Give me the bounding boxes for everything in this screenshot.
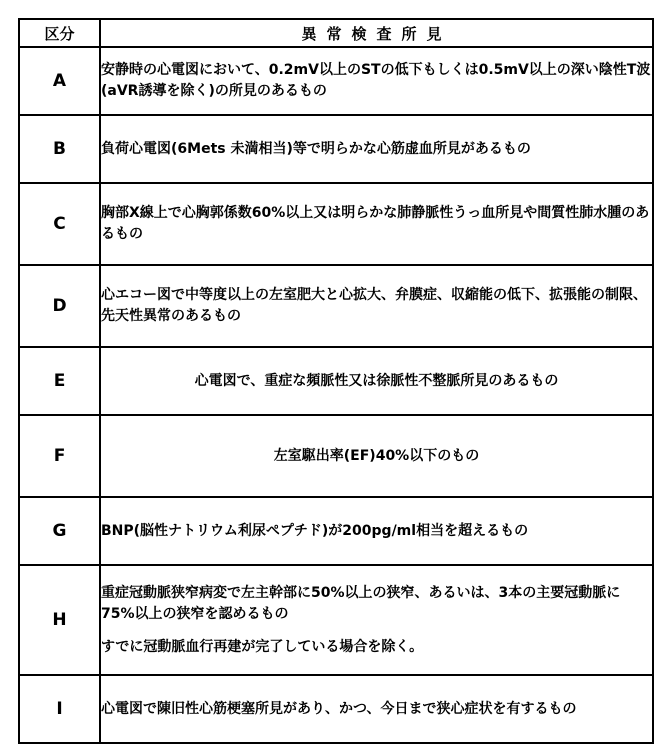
findings-table: [18, 18, 654, 744]
row-finding: 心電図で陳旧性心筋梗塞所見があり、かつ、今日まで狭心症状を有するもの: [100, 675, 653, 743]
row-finding: 左室駆出率(EF)40%以下のもの: [100, 415, 653, 497]
row-finding-cell: [100, 565, 653, 675]
table-row: [19, 565, 653, 675]
row-category: G: [19, 497, 100, 565]
table-row: [19, 183, 653, 265]
table-row: [19, 47, 653, 115]
table-row: [19, 675, 653, 743]
row-category: E: [19, 347, 100, 415]
row-category: H: [19, 565, 100, 675]
row-category: F: [19, 415, 100, 497]
row-finding: 負荷心電図(6Mets 未満相当)等で明らかな心筋虚血所見があるもの: [100, 115, 653, 183]
row-finding: 心エコー図で中等度以上の左室肥大と心拡大、弁膜症、収縮能の低下、拡張能の制限、先天性異常のあるもの: [100, 265, 653, 347]
row-category: I: [19, 675, 100, 743]
row-category: C: [19, 183, 100, 265]
table-row: [19, 497, 653, 565]
row-finding: 胸部X線上で心胸郭係数60%以上又は明らかな肺静脈性うっ血所見や間質性肺水腫のあるもの: [100, 183, 653, 265]
header-row: [19, 19, 653, 47]
row-finding: 重症冠動脈狭窄病変で左主幹部に50%以上の狭窄、あるいは、3本の主要冠動脈に75%以上の狭窄を認めるもの: [101, 584, 621, 622]
table-row: [19, 115, 653, 183]
row-category: A: [19, 47, 100, 115]
row-finding: 安静時の心電図において、0.2mV以上のSTの低下もしくは0.5mV以上の深い陰性T波(aVR誘導を除く)の所見のあるもの: [100, 47, 653, 115]
row-finding: 心電図で、重症な頻脈性又は徐脈性不整脈所見のあるもの: [100, 347, 653, 415]
row-category: D: [19, 265, 100, 347]
table-row: [19, 265, 653, 347]
header-findings: 異常検査所見: [100, 19, 653, 47]
row-finding-note: すでに冠動脈血行再建が完了している場合を除く。: [101, 638, 424, 655]
row-finding: BNP(脳性ナトリウム利尿ペプチド)が200pg/ml相当を超えるもの: [100, 497, 653, 565]
table-row: [19, 347, 653, 415]
table-row: [19, 415, 653, 497]
header-category: 区分: [19, 19, 100, 47]
row-category: B: [19, 115, 100, 183]
